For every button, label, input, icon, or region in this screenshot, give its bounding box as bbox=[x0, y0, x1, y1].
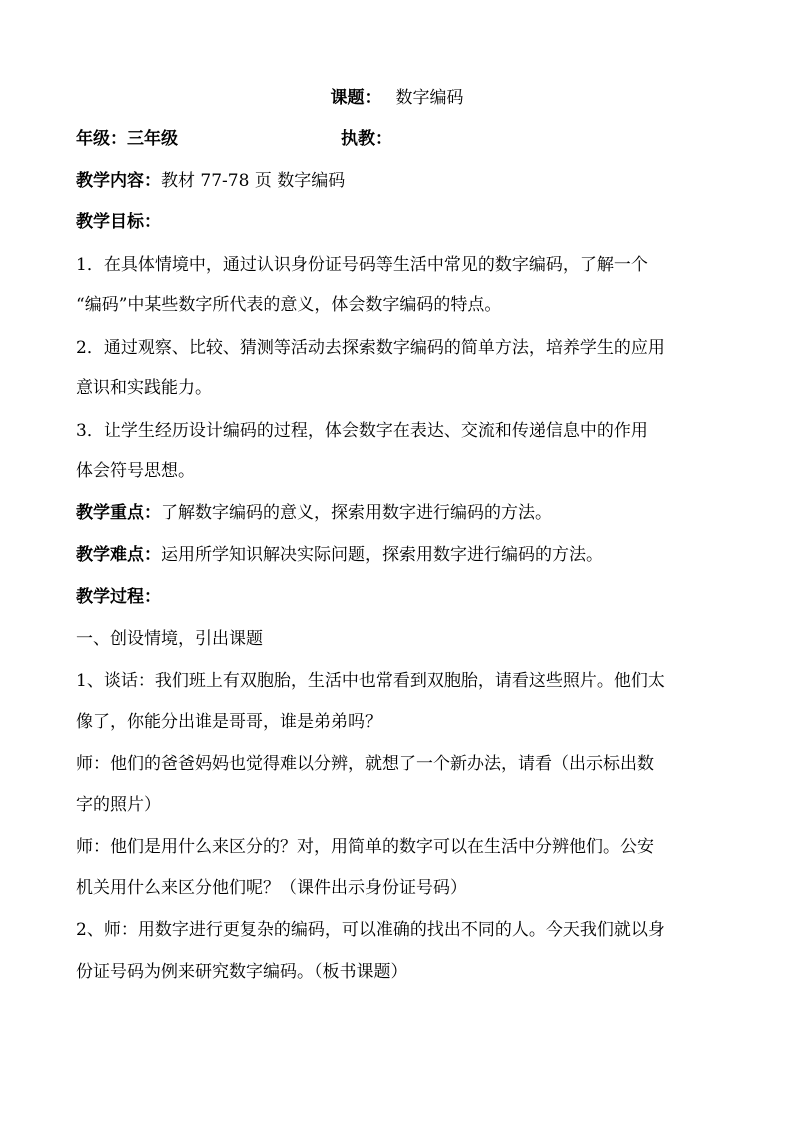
process-line: 1、谈话：我们班上有双胞胎，生活中也常看到双胞胎，请看这些照片。他们太 bbox=[76, 671, 665, 691]
process-line: 师：他们是用什么来区分的？对，用简单的数字可以在生活中分辨他们。公安 bbox=[76, 837, 654, 857]
difficulty-label: 教学难点： bbox=[76, 545, 161, 565]
content-label: 教学内容： bbox=[76, 171, 161, 191]
goal-line: 意识和实践能力。 bbox=[76, 378, 212, 398]
lesson-title bbox=[0, 86, 794, 110]
process-line: 字的照片） bbox=[76, 795, 161, 815]
process-line: 2、师：用数字进行更复杂的编码，可以准确的找出不同的人。今天我们就以身 bbox=[76, 920, 665, 940]
content-line bbox=[76, 169, 726, 193]
title-label: 课题： bbox=[330, 88, 382, 108]
difficulty-text: 运用所学知识解决实际问题，探索用数字进行编码的方法。 bbox=[161, 545, 603, 565]
grade-field: 年级：三年级 bbox=[76, 129, 178, 149]
key-point-text: 了解数字编码的意义，探索用数字进行编码的方法。 bbox=[161, 503, 552, 523]
difficulty-line bbox=[76, 543, 726, 567]
process-line: 像了，你能分出谁是哥哥，谁是弟弟吗？ bbox=[76, 712, 382, 732]
process-line: 机关用什么来区分他们呢？（课件出示身份证号码） bbox=[76, 878, 467, 898]
goal-line: 体会符号思想。 bbox=[76, 461, 195, 481]
title-text: 数字编码 bbox=[395, 88, 464, 108]
grade-teacher-line bbox=[76, 127, 726, 151]
goal-line: 1．在具体情境中，通过认识身份证号码等生活中常见的数字编码，了解一个 bbox=[76, 255, 648, 275]
content-text: 教材 77-78 页 数字编码 bbox=[161, 171, 346, 191]
goal-line: 2．通过观察、比较、猜测等活动去探索数字编码的简单方法，培养学生的应用 bbox=[76, 338, 665, 358]
key-point-line bbox=[76, 501, 726, 525]
key-point-label: 教学重点： bbox=[76, 503, 161, 523]
goal-line: “编码”中某些数字所代表的意义，体会数字编码的特点。 bbox=[76, 295, 502, 315]
goals-heading: 教学目标： bbox=[76, 212, 161, 232]
process-heading: 教学过程： bbox=[76, 587, 161, 607]
goal-line: 3．让学生经历设计编码的过程，体会数字在表达、交流和传递信息中的作用 bbox=[76, 421, 648, 441]
process-line: 师：他们的爸爸妈妈也觉得难以分辨，就想了一个新办法，请看（出示标出数 bbox=[76, 754, 654, 774]
teacher-field: 执教： bbox=[341, 129, 392, 149]
process-line: 一、创设情境，引出课题 bbox=[76, 629, 263, 649]
process-line: 份证号码为例来研究数字编码。（板书课题） bbox=[76, 962, 408, 982]
